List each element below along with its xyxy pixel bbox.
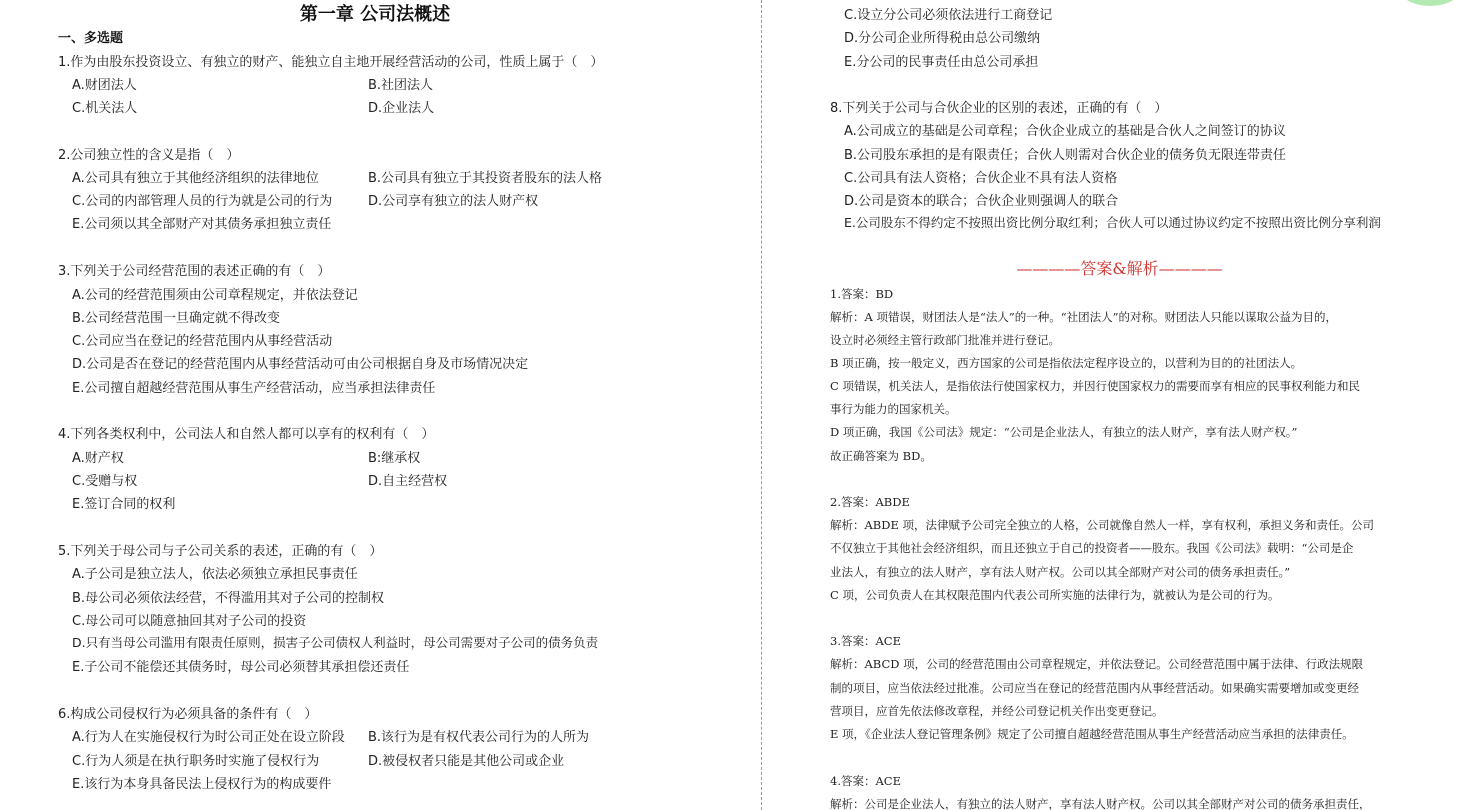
q2-option-d: D.公司享有独立的法人财产权 bbox=[368, 194, 539, 209]
answers-header: ————答案&解析———— bbox=[1016, 259, 1223, 278]
answer-line: 解析：A 项错误，财团法人是“法人”的一种。“社团法人”的对称。财团法人只能以谋取公益为目的， bbox=[830, 310, 1337, 324]
q6-option-a: A.行为人在实施侵权行为时公司正处在设立阶段 bbox=[72, 730, 345, 745]
q8-option-c: C.公司具有法人资格；合伙企业不具有法人资格 bbox=[844, 171, 1118, 186]
question-4-stem: 4.下列各类权利中，公司法人和自然人都可以享有的权利有（ ） bbox=[58, 427, 435, 442]
answer-line: E 项，《企业法人登记管理条例》规定了公司擅自超越经营范围从事生产经营活动应当承担的法律责任。 bbox=[830, 727, 1354, 741]
answer-line: 设立时必须经主管行政部门批准并进行登记。 bbox=[830, 333, 1060, 347]
q4-option-a: A.财产权 bbox=[72, 451, 124, 466]
q8-option-b: B.公司股东承担的是有限责任；合伙人则需对合伙企业的债务负无限连带责任 bbox=[844, 148, 1287, 163]
question-1-stem: 1.作为由股东投资设立、有独立的财产、能独立自主地开展经营活动的公司，性质上属于（ ） bbox=[58, 55, 604, 70]
q5-option-e: E.子公司不能偿还其债务时，母公司必须替其承担偿还责任 bbox=[72, 660, 410, 675]
answer-line: C 项错误，机关法人，是指依法行使国家权力，并因行使国家权力的需要而享有相应的民事权利能力和民 bbox=[830, 379, 1360, 393]
q3-option-a: A.公司的经营范围须由公司章程规定，并依法登记 bbox=[72, 288, 358, 303]
answer-line: 不仅独立于其他社会经济组织，而且还独立于自己的投资者——股东。我国《公司法》载明：“公司是企 bbox=[830, 541, 1354, 555]
answer-line: 事行为能力的国家机关。 bbox=[830, 402, 957, 416]
q3-option-e: E.公司擅自超越经营范围从事生产经营活动，应当承担法律责任 bbox=[72, 381, 436, 396]
q4-option-b: B:继承权 bbox=[368, 451, 421, 466]
answer-line: 2.答案：ABDE bbox=[830, 495, 910, 509]
answer-line: C 项，公司负责人在其权限范围内代表公司所实施的法律行为，就被认为是公司的行为。 bbox=[830, 588, 1280, 602]
answer-line: 故正确答案为 BD。 bbox=[830, 449, 932, 463]
section-title: 一、多选题 bbox=[58, 31, 124, 46]
q6-option-c: C.行为人须是在执行职务时实施了侵权行为 bbox=[72, 754, 320, 769]
answer-line: 1.答案：BD bbox=[830, 287, 894, 301]
q6-option-b: B.该行为是有权代表公司行为的人所为 bbox=[368, 730, 590, 745]
q1-option-a: A.财团法人 bbox=[72, 78, 137, 93]
question-6-stem: 6.构成公司侵权行为必须具备的条件有（ ） bbox=[58, 707, 318, 722]
right-page bbox=[764, 0, 1475, 810]
q7-option-d: D.分公司企业所得税由总公司缴纳 bbox=[844, 31, 1041, 46]
q6-option-d: D.被侵权者只能是其他公司或企业 bbox=[368, 754, 565, 769]
q7-option-c: C.设立分公司必须依法进行工商登记 bbox=[844, 8, 1053, 23]
q3-option-c: C.公司应当在登记的经营范围内从事经营活动 bbox=[72, 334, 333, 349]
q8-option-a: A.公司成立的基础是公司章程；合伙企业成立的基础是合伙人之间签订的协议 bbox=[844, 124, 1286, 139]
q2-option-a: A.公司具有独立于其他经济组织的法律地位 bbox=[72, 171, 319, 186]
answer-line: 3.答案：ACE bbox=[830, 634, 901, 648]
q1-option-c: C.机关法人 bbox=[72, 101, 138, 116]
question-2-stem: 2.公司独立性的含义是指（ ） bbox=[58, 148, 240, 163]
question-8-stem: 8.下列关于公司与合伙企业的区别的表述，正确的有（ ） bbox=[830, 101, 1168, 116]
q5-option-b: B.母公司必须依法经营，不得滥用其对子公司的控制权 bbox=[72, 591, 385, 606]
q4-option-d: D.自主经营权 bbox=[368, 474, 448, 489]
chapter-title: 第一章 公司法概述 bbox=[299, 4, 451, 25]
q1-option-b: B.社团法人 bbox=[368, 78, 434, 93]
q8-option-e: E.公司股东不得约定不按照出资比例分取红利；合伙人可以通过协议约定不按照出资比例分享利润 bbox=[844, 215, 1381, 230]
answer-line: 解析：ABCD 项，公司的经营范围由公司章程规定，并依法登记。公司经营范围中属于法律、行政法规限 bbox=[830, 657, 1364, 671]
answer-line: 解析：公司是企业法人，有独立的法人财产，享有法人财产权。公司以其全部财产对公司的债务承担责任， bbox=[830, 797, 1371, 810]
page-divider bbox=[761, 0, 762, 810]
q1-option-d: D.企业法人 bbox=[368, 101, 435, 116]
question-3-stem: 3.下列关于公司经营范围的表述正确的有（ ） bbox=[58, 264, 331, 279]
answer-line: 业法人，有独立的法人财产，享有法人财产权。公司以其全部财产对公司的债务承担责任。” bbox=[830, 565, 1291, 579]
q5-option-c: C.母公司可以随意抽回其对子公司的投资 bbox=[72, 614, 307, 629]
q7-option-e: E.分公司的民事责任由总公司承担 bbox=[844, 55, 1039, 70]
q6-option-e: E.该行为本身具备民法上侵权行为的构成要件 bbox=[72, 777, 332, 792]
q5-option-a: A.子公司是独立法人，依法必须独立承担民事责任 bbox=[72, 567, 358, 582]
answer-line: 解析：ABDE 项，法律赋予公司完全独立的人格，公司就像自然人一样，享有权利，承担义务和责任。公司 bbox=[830, 518, 1375, 532]
q4-option-c: C.受赠与权 bbox=[72, 474, 138, 489]
answer-line: D 项正确，我国《公司法》规定：“公司是企业法人，有独立的法人财产，享有法人财产权。” bbox=[830, 425, 1298, 439]
q3-option-b: B.公司经营范围一旦确定就不得改变 bbox=[72, 311, 281, 326]
answer-line: 营项目，应首先依法修改章程，并经公司登记机关作出变更登记。 bbox=[830, 704, 1164, 718]
answer-line: 制的项目，应当依法经过批准。公司应当在登记的经营范围内从事经营活动。如果确实需要增加或变更经 bbox=[830, 681, 1359, 695]
q4-option-e: E.签订合同的权利 bbox=[72, 497, 176, 512]
q2-option-e: E.公司须以其全部财产对其债务承担独立责任 bbox=[72, 217, 332, 232]
answer-line: B 项正确，按一般定义，西方国家的公司是指依法定程序设立的，以营利为目的的社团法人。 bbox=[830, 356, 1303, 370]
q2-option-b: B.公司具有独立于其投资者股东的法人格 bbox=[368, 171, 603, 186]
q5-option-d: D.只有当母公司滥用有限责任原则，损害子公司债权人利益时，母公司需要对子公司的债务负责 bbox=[72, 635, 599, 650]
q8-option-d: D.公司是资本的联合；合伙企业则强调人的联合 bbox=[844, 194, 1119, 209]
q2-option-c: C.公司的内部管理人员的行为就是公司的行为 bbox=[72, 194, 333, 209]
question-5-stem: 5.下列关于母公司与子公司关系的表述，正确的有（ ） bbox=[58, 544, 383, 559]
answer-line: 4.答案：ACE bbox=[830, 774, 901, 788]
q3-option-d: D.公司是否在登记的经营范围内从事经营活动可由公司根据自身及市场情况决定 bbox=[72, 357, 529, 372]
